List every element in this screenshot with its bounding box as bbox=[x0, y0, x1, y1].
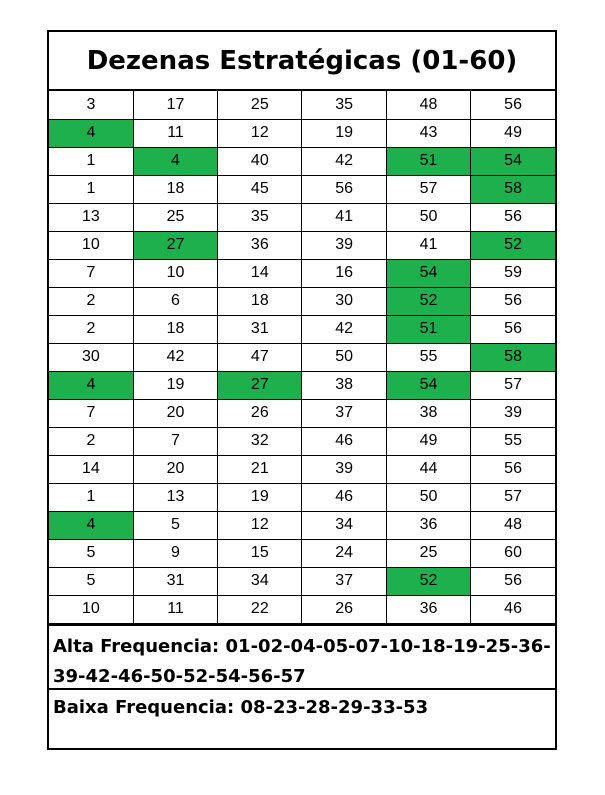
number-cell: 32 bbox=[218, 427, 302, 455]
number-cell: 37 bbox=[302, 567, 386, 595]
number-cell: 27 bbox=[218, 371, 302, 399]
number-cell: 27 bbox=[133, 231, 217, 259]
table-row bbox=[49, 539, 555, 567]
number-cell: 48 bbox=[471, 511, 555, 539]
table-row bbox=[49, 119, 555, 147]
number-cell: 43 bbox=[386, 119, 470, 147]
number-cell: 37 bbox=[302, 399, 386, 427]
table-row bbox=[49, 455, 555, 483]
number-cell: 42 bbox=[133, 343, 217, 371]
table-row bbox=[49, 147, 555, 175]
number-cell: 12 bbox=[218, 119, 302, 147]
table-row bbox=[49, 91, 555, 119]
number-cell: 56 bbox=[471, 203, 555, 231]
number-cell: 7 bbox=[49, 259, 133, 287]
number-cell: 46 bbox=[302, 427, 386, 455]
number-cell: 18 bbox=[133, 175, 217, 203]
number-cell: 1 bbox=[49, 483, 133, 511]
number-cell: 35 bbox=[218, 203, 302, 231]
number-cell: 17 bbox=[133, 91, 217, 119]
number-cell: 46 bbox=[302, 483, 386, 511]
number-cell: 58 bbox=[471, 175, 555, 203]
number-cell: 52 bbox=[386, 287, 470, 315]
number-cell: 36 bbox=[386, 595, 470, 623]
number-cell: 14 bbox=[218, 259, 302, 287]
number-cell: 60 bbox=[471, 539, 555, 567]
numbers-grid bbox=[49, 91, 555, 624]
number-cell: 4 bbox=[49, 119, 133, 147]
table-row bbox=[49, 567, 555, 595]
number-cell: 34 bbox=[218, 567, 302, 595]
table-row bbox=[49, 259, 555, 287]
number-sheet bbox=[47, 30, 557, 750]
number-cell: 2 bbox=[49, 287, 133, 315]
number-cell: 15 bbox=[218, 539, 302, 567]
number-cell: 20 bbox=[133, 455, 217, 483]
number-cell: 50 bbox=[302, 343, 386, 371]
number-cell: 21 bbox=[218, 455, 302, 483]
number-cell: 30 bbox=[49, 343, 133, 371]
number-cell: 55 bbox=[471, 427, 555, 455]
number-cell: 45 bbox=[218, 175, 302, 203]
number-cell: 49 bbox=[471, 119, 555, 147]
number-cell: 18 bbox=[218, 287, 302, 315]
table-row bbox=[49, 399, 555, 427]
number-cell: 5 bbox=[133, 511, 217, 539]
number-cell: 39 bbox=[302, 455, 386, 483]
high-frequency-section bbox=[49, 624, 555, 688]
number-cell: 56 bbox=[302, 175, 386, 203]
number-cell: 16 bbox=[302, 259, 386, 287]
table-row bbox=[49, 175, 555, 203]
number-cell: 26 bbox=[302, 595, 386, 623]
number-cell: 42 bbox=[302, 315, 386, 343]
number-cell: 52 bbox=[471, 231, 555, 259]
number-cell: 35 bbox=[302, 91, 386, 119]
table-row bbox=[49, 343, 555, 371]
number-cell: 54 bbox=[386, 371, 470, 399]
table-row bbox=[49, 371, 555, 399]
number-cell: 50 bbox=[386, 483, 470, 511]
high-frequency-line-2: 39-42-46-50-52-54-56-57 bbox=[53, 665, 306, 687]
number-cell: 22 bbox=[218, 595, 302, 623]
number-cell: 40 bbox=[218, 147, 302, 175]
number-cell: 3 bbox=[49, 91, 133, 119]
number-cell: 36 bbox=[218, 231, 302, 259]
number-cell: 12 bbox=[218, 511, 302, 539]
number-cell: 1 bbox=[49, 147, 133, 175]
number-cell: 20 bbox=[133, 399, 217, 427]
number-cell: 56 bbox=[471, 315, 555, 343]
number-cell: 57 bbox=[386, 175, 470, 203]
low-frequency-line: Baixa Frequencia: 08-23-28-29-33-53 bbox=[53, 696, 429, 718]
number-cell: 56 bbox=[471, 455, 555, 483]
number-cell: 52 bbox=[386, 567, 470, 595]
number-cell: 44 bbox=[386, 455, 470, 483]
table-row bbox=[49, 595, 555, 623]
number-cell: 57 bbox=[471, 483, 555, 511]
number-cell: 31 bbox=[218, 315, 302, 343]
table-row bbox=[49, 287, 555, 315]
number-cell: 50 bbox=[386, 203, 470, 231]
number-cell: 47 bbox=[218, 343, 302, 371]
number-cell: 56 bbox=[471, 567, 555, 595]
number-cell: 38 bbox=[386, 399, 470, 427]
number-cell: 11 bbox=[133, 595, 217, 623]
number-cell: 51 bbox=[386, 315, 470, 343]
number-cell: 26 bbox=[218, 399, 302, 427]
number-cell: 4 bbox=[49, 511, 133, 539]
number-cell: 4 bbox=[133, 147, 217, 175]
number-cell: 46 bbox=[471, 595, 555, 623]
number-cell: 9 bbox=[133, 539, 217, 567]
number-cell: 25 bbox=[133, 203, 217, 231]
number-cell: 39 bbox=[302, 231, 386, 259]
number-cell: 25 bbox=[218, 91, 302, 119]
number-cell: 18 bbox=[133, 315, 217, 343]
number-cell: 56 bbox=[471, 287, 555, 315]
number-cell: 6 bbox=[133, 287, 217, 315]
number-cell: 57 bbox=[471, 371, 555, 399]
table-row bbox=[49, 511, 555, 539]
sheet-title: Dezenas Estratégicas (01-60) bbox=[49, 32, 555, 91]
number-cell: 59 bbox=[471, 259, 555, 287]
number-cell: 5 bbox=[49, 539, 133, 567]
number-cell: 51 bbox=[386, 147, 470, 175]
number-cell: 11 bbox=[133, 119, 217, 147]
number-cell: 36 bbox=[386, 511, 470, 539]
number-cell: 5 bbox=[49, 567, 133, 595]
number-cell: 58 bbox=[471, 343, 555, 371]
high-frequency-line-1: Alta Frequencia: 01-02-04-05-07-10-18-19-25-36- bbox=[53, 635, 551, 657]
number-cell: 1 bbox=[49, 175, 133, 203]
number-cell: 55 bbox=[386, 343, 470, 371]
number-cell: 7 bbox=[133, 427, 217, 455]
low-frequency-section bbox=[49, 688, 555, 748]
number-cell: 41 bbox=[386, 231, 470, 259]
table-row bbox=[49, 483, 555, 511]
number-cell: 31 bbox=[133, 567, 217, 595]
number-cell: 38 bbox=[302, 371, 386, 399]
number-cell: 13 bbox=[133, 483, 217, 511]
table-row bbox=[49, 427, 555, 455]
number-cell: 10 bbox=[49, 231, 133, 259]
number-cell: 54 bbox=[471, 147, 555, 175]
number-cell: 2 bbox=[49, 427, 133, 455]
number-cell: 24 bbox=[302, 539, 386, 567]
number-cell: 56 bbox=[471, 91, 555, 119]
number-cell: 54 bbox=[386, 259, 470, 287]
number-cell: 4 bbox=[49, 371, 133, 399]
table-row bbox=[49, 203, 555, 231]
number-cell: 34 bbox=[302, 511, 386, 539]
number-cell: 25 bbox=[386, 539, 470, 567]
number-cell: 14 bbox=[49, 455, 133, 483]
number-cell: 19 bbox=[302, 119, 386, 147]
number-cell: 39 bbox=[471, 399, 555, 427]
number-cell: 13 bbox=[49, 203, 133, 231]
number-cell: 10 bbox=[133, 259, 217, 287]
number-cell: 10 bbox=[49, 595, 133, 623]
number-cell: 42 bbox=[302, 147, 386, 175]
number-cell: 19 bbox=[133, 371, 217, 399]
table-row bbox=[49, 315, 555, 343]
number-cell: 41 bbox=[302, 203, 386, 231]
number-cell: 7 bbox=[49, 399, 133, 427]
number-cell: 2 bbox=[49, 315, 133, 343]
number-cell: 48 bbox=[386, 91, 470, 119]
number-cell: 19 bbox=[218, 483, 302, 511]
number-cell: 30 bbox=[302, 287, 386, 315]
table-row bbox=[49, 231, 555, 259]
number-cell: 49 bbox=[386, 427, 470, 455]
